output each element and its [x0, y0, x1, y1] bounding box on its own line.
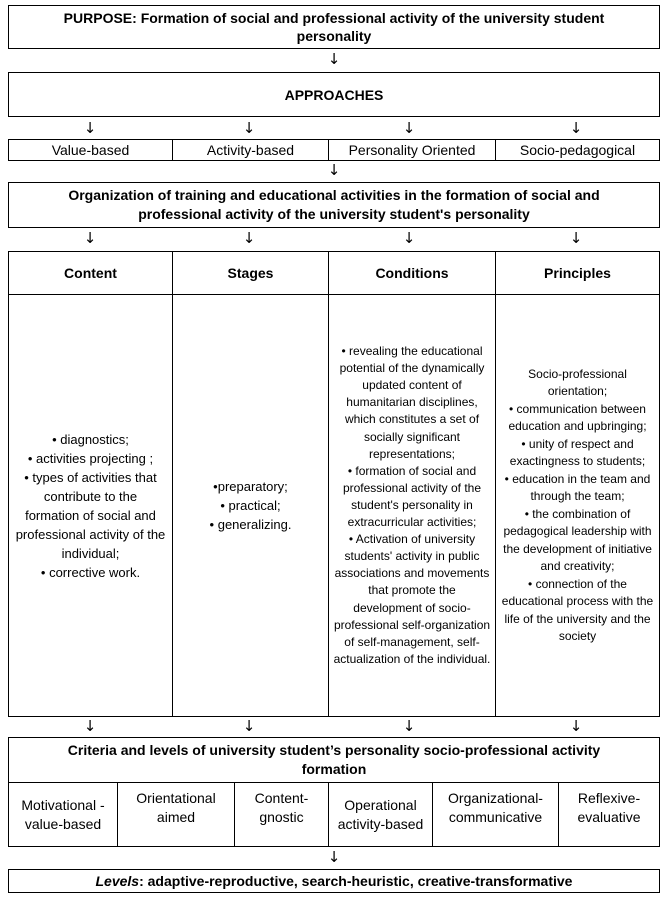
list-item: • education in the team and through the team; — [504, 471, 651, 503]
conditions-cell — [329, 295, 496, 716]
list-item: • Activation of university students' activity in public associations and movements that promote the development of socio-professional self-organization of self-management, self-actualization of the individual. — [333, 532, 491, 666]
criteria-reflexive: Reflexive-evaluative — [577, 790, 641, 825]
arrow-down-icon: ↓ — [83, 229, 97, 247]
list-item: • the combination of pedagogical leadership with the development of initiative and creativity; — [503, 506, 652, 573]
purpose-box — [8, 5, 660, 49]
criteria-operational: Operational activity-based — [329, 783, 433, 846]
columns-table — [8, 251, 660, 717]
approaches-title: APPROACHES — [284, 86, 384, 103]
organization-text: Organization of training and educational activities in the formation of social and professional activity of the university student's personality — [68, 187, 600, 222]
list-item: • unity of respect and exactingness to students; — [509, 436, 646, 468]
criteria-motivational: Motivational - value-based — [9, 783, 118, 846]
arrow-down-icon: ↓ — [83, 119, 97, 137]
principles-list — [501, 366, 654, 646]
list-item: • communication between education and upbringing; — [508, 401, 647, 433]
criteria-content-gnostic: Content-gnostic — [235, 783, 329, 846]
criteria-orientational: Orientational aimed — [118, 783, 235, 846]
organization-box — [8, 182, 660, 228]
list-item: • diagnostics; — [52, 431, 129, 447]
arrow-down-icon: ↓ — [242, 119, 256, 137]
list-item: • types of activities that contribute to the formation of social and professional activity of the individual; — [15, 469, 166, 561]
arrow-down-icon: ↓ — [402, 717, 416, 735]
list-item: • connection of the educational process with the life of the university and the society — [501, 576, 654, 643]
stages-list — [210, 477, 292, 534]
approach-personality-oriented: Personality Oriented — [329, 140, 496, 160]
columns-header-row — [9, 252, 659, 295]
stages-cell — [173, 295, 329, 716]
approach-activity-based: Activity-based — [173, 140, 329, 160]
principles-cell — [496, 295, 659, 716]
arrow-down-icon: ↓ — [327, 50, 341, 68]
levels-label: Levels — [95, 873, 140, 889]
list-item: • revealing the educational potential of the dynamically updated content of humanitarian disciplines, which constitutes a set of socially significant representations; — [339, 344, 485, 461]
list-item: • formation of social and professional activity of the student's personality in extracurricular activities; — [342, 463, 482, 530]
arrow-down-icon: ↓ — [569, 717, 583, 735]
criteria-organizational: Organizational-communicative — [433, 783, 559, 846]
purpose-text — [49, 9, 619, 45]
header-conditions: Conditions — [329, 252, 496, 294]
arrow-down-icon: ↓ — [569, 229, 583, 247]
purpose-label: PURPOSE: — [63, 10, 137, 26]
arrow-down-icon: ↓ — [83, 717, 97, 735]
list-item: •preparatory; — [213, 479, 288, 494]
approaches-box — [8, 72, 660, 117]
list-item: • practical; — [220, 498, 281, 513]
list-item: Socio-professional orientation; — [528, 366, 627, 398]
list-item: • corrective work. — [40, 564, 141, 580]
arrow-down-icon: ↓ — [242, 229, 256, 247]
levels-text — [96, 873, 573, 889]
approach-value-based: Value-based — [9, 140, 173, 160]
arrow-down-icon: ↓ — [327, 161, 341, 179]
content-list — [15, 430, 166, 582]
approach-socio-pedagogical: Socio-pedagogical — [519, 142, 636, 158]
header-content: Content — [9, 252, 173, 294]
list-item: • activities projecting ; — [27, 450, 154, 466]
header-stages: Stages — [173, 252, 329, 294]
arrow-down-icon: ↓ — [402, 229, 416, 247]
approaches-row — [8, 139, 660, 161]
arrow-down-icon: ↓ — [327, 848, 341, 866]
header-principles: Principles — [544, 265, 611, 281]
content-cell — [9, 295, 173, 716]
criteria-title: Criteria and levels of university student’s personality socio-professional activity formation — [9, 738, 659, 783]
conditions-list — [333, 343, 491, 668]
purpose-description: Formation of social and professional activity of the university student personality — [140, 10, 605, 44]
arrow-down-icon: ↓ — [569, 119, 583, 137]
criteria-box — [8, 737, 660, 847]
levels-box — [8, 869, 660, 893]
levels-description: : adaptive-reproductive, search-heuristic, creative-transformative — [139, 873, 573, 889]
list-item: • generalizing. — [209, 517, 292, 532]
arrow-down-icon: ↓ — [402, 119, 416, 137]
arrow-down-icon: ↓ — [242, 717, 256, 735]
